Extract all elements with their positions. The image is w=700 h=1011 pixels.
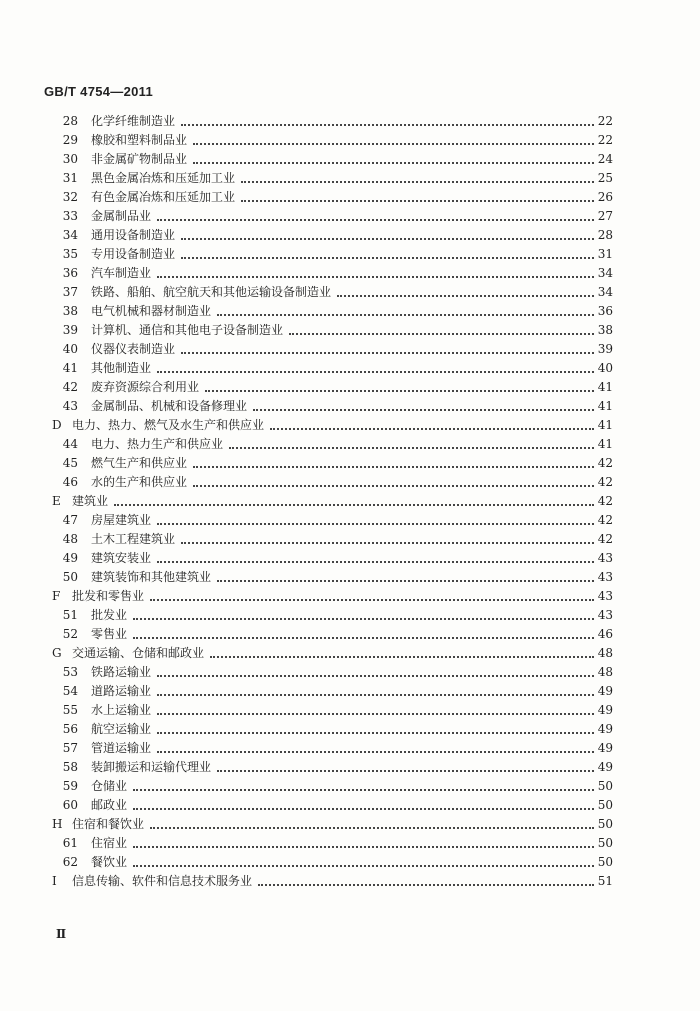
toc-entry-row xyxy=(0,511,700,530)
entry-title: 橡胶和塑料制品业 xyxy=(91,133,188,147)
entry-number: 49 xyxy=(62,551,78,565)
entry-number: 39 xyxy=(62,323,78,337)
dot-leader xyxy=(193,162,594,164)
entry-title: 电力、热力生产和供应业 xyxy=(91,437,224,451)
dot-leader xyxy=(270,428,594,430)
entry-number: 28 xyxy=(62,114,78,128)
entry-page-number: 22 xyxy=(597,114,613,128)
entry-title: 住宿业 xyxy=(91,836,128,850)
entry-number: 46 xyxy=(62,475,78,489)
dot-leader xyxy=(205,390,594,392)
entry-title: 邮政业 xyxy=(91,798,128,812)
dot-leader xyxy=(181,352,594,354)
entry-title: 装卸搬运和运输代理业 xyxy=(91,760,212,774)
toc-entry-row xyxy=(0,530,700,549)
entry-page-number: 42 xyxy=(597,456,613,470)
entry-title: 有色金属冶炼和压延加工业 xyxy=(91,190,236,204)
entry-number: 30 xyxy=(62,152,78,166)
dot-leader xyxy=(217,314,594,316)
entry-page-number: 36 xyxy=(597,304,613,318)
dot-leader xyxy=(337,295,594,297)
dot-leader xyxy=(157,523,594,525)
dot-leader xyxy=(181,542,594,544)
entry-number: 48 xyxy=(62,532,78,546)
entry-title: 房屋建筑业 xyxy=(91,513,152,527)
entry-number: 40 xyxy=(62,342,78,356)
toc-section-row xyxy=(0,416,700,435)
toc-entry-row xyxy=(0,226,700,245)
entry-page-number: 43 xyxy=(597,608,613,622)
toc-entry-row xyxy=(0,207,700,226)
toc-entry-row xyxy=(0,625,700,644)
entry-page-number: 27 xyxy=(597,209,613,223)
toc-entry-row xyxy=(0,112,700,131)
entry-number: 41 xyxy=(62,361,78,375)
entry-title: 其他制造业 xyxy=(91,361,152,375)
dot-leader xyxy=(157,751,594,753)
entry-page-number: 42 xyxy=(597,513,613,527)
entry-page-number: 43 xyxy=(597,551,613,565)
dot-leader xyxy=(253,409,594,411)
dot-leader xyxy=(133,618,594,620)
toc-entry-row xyxy=(0,150,700,169)
entry-number: 57 xyxy=(62,741,78,755)
dot-leader xyxy=(210,656,594,658)
dot-leader xyxy=(181,124,594,126)
entry-number: 34 xyxy=(62,228,78,242)
entry-number: 51 xyxy=(62,608,78,622)
entry-page-number: 50 xyxy=(597,836,613,850)
entry-page-number: 31 xyxy=(597,247,613,261)
entry-number: 53 xyxy=(62,665,78,679)
dot-leader xyxy=(157,276,594,278)
dot-leader xyxy=(193,466,594,468)
entry-title: 废弃资源综合利用业 xyxy=(91,380,200,394)
entry-title: 建筑安装业 xyxy=(91,551,152,565)
toc-entry-row xyxy=(0,720,700,739)
entry-page-number: 51 xyxy=(597,874,613,888)
toc-entry-row xyxy=(0,188,700,207)
entry-page-number: 34 xyxy=(597,285,613,299)
dot-leader xyxy=(217,580,594,582)
dot-leader xyxy=(157,732,594,734)
page-number: Ⅱ xyxy=(56,927,67,941)
toc-section-row xyxy=(0,815,700,834)
entry-number: 56 xyxy=(62,722,78,736)
entry-page-number: 42 xyxy=(597,494,613,508)
entry-page-number: 25 xyxy=(597,171,613,185)
toc-section-row xyxy=(0,644,700,663)
entry-title: 计算机、通信和其他电子设备制造业 xyxy=(91,323,284,337)
entry-page-number: 43 xyxy=(597,570,613,584)
toc-section-row xyxy=(0,587,700,606)
entry-number: 52 xyxy=(62,627,78,641)
dot-leader xyxy=(193,485,594,487)
entry-number: 38 xyxy=(62,304,78,318)
entry-title: 土木工程建筑业 xyxy=(91,532,176,546)
entry-title: 建筑装饰和其他建筑业 xyxy=(91,570,212,584)
entry-number: 36 xyxy=(62,266,78,280)
entry-title: 餐饮业 xyxy=(91,855,128,869)
dot-leader xyxy=(181,257,594,259)
entry-number: 43 xyxy=(62,399,78,413)
toc-entry-row xyxy=(0,834,700,853)
entry-title: 仓储业 xyxy=(91,779,128,793)
toc-entry-row xyxy=(0,796,700,815)
dot-leader xyxy=(133,846,594,848)
dot-leader xyxy=(229,447,594,449)
entry-number: 32 xyxy=(62,190,78,204)
entry-page-number: 41 xyxy=(597,380,613,394)
toc-entry-row xyxy=(0,340,700,359)
entry-title: 金属制品业 xyxy=(91,209,152,223)
toc-entry-row xyxy=(0,264,700,283)
section-letter: H xyxy=(52,817,63,831)
entry-page-number: 49 xyxy=(597,703,613,717)
toc-entry-row xyxy=(0,245,700,264)
toc-entry-row xyxy=(0,131,700,150)
toc-entry-row xyxy=(0,739,700,758)
entry-number: 33 xyxy=(62,209,78,223)
toc-section-row xyxy=(0,872,700,891)
toc-entry-row xyxy=(0,454,700,473)
entry-title: 住宿和餐饮业 xyxy=(72,817,145,831)
entry-number: 44 xyxy=(62,437,78,451)
entry-title: 燃气生产和供应业 xyxy=(91,456,188,470)
dot-leader xyxy=(150,827,594,829)
dot-leader xyxy=(157,371,594,373)
entry-page-number: 49 xyxy=(597,760,613,774)
dot-leader xyxy=(157,713,594,715)
entry-page-number: 48 xyxy=(597,646,613,660)
toc-entry-row xyxy=(0,549,700,568)
toc-entry-row xyxy=(0,606,700,625)
entry-number: 55 xyxy=(62,703,78,717)
entry-title: 零售业 xyxy=(91,627,128,641)
entry-title: 信息传输、软件和信息技术服务业 xyxy=(72,874,253,888)
entry-title: 通用设备制造业 xyxy=(91,228,176,242)
entry-page-number: 50 xyxy=(597,779,613,793)
dot-leader xyxy=(133,865,594,867)
toc-entry-row xyxy=(0,397,700,416)
entry-page-number: 43 xyxy=(597,589,613,603)
dot-leader xyxy=(114,504,594,506)
toc-entry-row xyxy=(0,283,700,302)
dot-leader xyxy=(150,599,594,601)
entry-title: 化学纤维制造业 xyxy=(91,114,176,128)
entry-page-number: 38 xyxy=(597,323,613,337)
dot-leader xyxy=(241,200,594,202)
entry-number: 58 xyxy=(62,760,78,774)
dot-leader xyxy=(217,770,594,772)
entry-title: 铁路运输业 xyxy=(91,665,152,679)
entry-page-number: 42 xyxy=(597,532,613,546)
entry-page-number: 50 xyxy=(597,798,613,812)
entry-page-number: 50 xyxy=(597,817,613,831)
entry-title: 电力、热力、燃气及水生产和供应业 xyxy=(72,418,265,432)
toc-entry-row xyxy=(0,663,700,682)
entry-title: 交通运输、仓储和邮政业 xyxy=(72,646,205,660)
toc-entry-row xyxy=(0,758,700,777)
dot-leader xyxy=(157,219,594,221)
entry-page-number: 41 xyxy=(597,418,613,432)
entry-page-number: 26 xyxy=(597,190,613,204)
toc-entry-row xyxy=(0,473,700,492)
entry-title: 建筑业 xyxy=(72,494,109,508)
toc-entry-row xyxy=(0,169,700,188)
entry-number: 37 xyxy=(62,285,78,299)
toc-entry-row xyxy=(0,853,700,872)
entry-number: 60 xyxy=(62,798,78,812)
entry-number: 31 xyxy=(62,171,78,185)
toc-entry-row xyxy=(0,378,700,397)
toc-entry-row xyxy=(0,777,700,796)
section-letter: G xyxy=(52,646,62,660)
entry-page-number: 46 xyxy=(597,627,613,641)
entry-page-number: 41 xyxy=(597,399,613,413)
entry-page-number: 39 xyxy=(597,342,613,356)
entry-title: 金属制品、机械和设备修理业 xyxy=(91,399,248,413)
dot-leader xyxy=(133,789,594,791)
entry-title: 电气机械和器材制造业 xyxy=(91,304,212,318)
entry-title: 专用设备制造业 xyxy=(91,247,176,261)
section-letter: E xyxy=(52,494,61,508)
dot-leader xyxy=(193,143,594,145)
entry-page-number: 24 xyxy=(597,152,613,166)
entry-title: 批发业 xyxy=(91,608,128,622)
entry-number: 59 xyxy=(62,779,78,793)
entry-title: 铁路、船舶、航空航天和其他运输设备制造业 xyxy=(91,285,332,299)
dot-leader xyxy=(181,238,594,240)
entry-page-number: 40 xyxy=(597,361,613,375)
entry-number: 61 xyxy=(62,836,78,850)
toc-entry-row xyxy=(0,682,700,701)
dot-leader xyxy=(157,561,594,563)
entry-title: 非金属矿物制品业 xyxy=(91,152,188,166)
entry-title: 批发和零售业 xyxy=(72,589,145,603)
entry-page-number: 48 xyxy=(597,665,613,679)
entry-number: 50 xyxy=(62,570,78,584)
entry-title: 水上运输业 xyxy=(91,703,152,717)
section-letter: F xyxy=(52,589,61,603)
entry-page-number: 28 xyxy=(597,228,613,242)
toc-entry-row xyxy=(0,701,700,720)
toc-entry-row xyxy=(0,568,700,587)
dot-leader xyxy=(241,181,594,183)
entry-number: 45 xyxy=(62,456,78,470)
entry-title: 汽车制造业 xyxy=(91,266,152,280)
entry-page-number: 50 xyxy=(597,855,613,869)
dot-leader xyxy=(289,333,594,335)
entry-number: 35 xyxy=(62,247,78,261)
entry-page-number: 22 xyxy=(597,133,613,147)
entry-number: 54 xyxy=(62,684,78,698)
entry-page-number: 34 xyxy=(597,266,613,280)
entry-number: 62 xyxy=(62,855,78,869)
toc-entry-row xyxy=(0,302,700,321)
entry-number: 42 xyxy=(62,380,78,394)
entry-title: 黑色金属冶炼和压延加工业 xyxy=(91,171,236,185)
section-letter: I xyxy=(52,874,57,888)
toc-entry-row xyxy=(0,321,700,340)
entry-page-number: 41 xyxy=(597,437,613,451)
entry-page-number: 49 xyxy=(597,722,613,736)
entry-title: 管道运输业 xyxy=(91,741,152,755)
entry-number: 29 xyxy=(62,133,78,147)
entry-title: 仪器仪表制造业 xyxy=(91,342,176,356)
dot-leader xyxy=(258,884,594,886)
toc-section-row xyxy=(0,492,700,511)
document-header: GB/T 4754—2011 xyxy=(44,84,153,99)
toc-entry-row xyxy=(0,359,700,378)
entry-page-number: 49 xyxy=(597,741,613,755)
entry-page-number: 49 xyxy=(597,684,613,698)
dot-leader xyxy=(157,694,594,696)
dot-leader xyxy=(157,675,594,677)
entry-title: 水的生产和供应业 xyxy=(91,475,188,489)
entry-number: 47 xyxy=(62,513,78,527)
entry-title: 道路运输业 xyxy=(91,684,152,698)
section-letter: D xyxy=(52,418,62,432)
entry-page-number: 42 xyxy=(597,475,613,489)
entry-title: 航空运输业 xyxy=(91,722,152,736)
dot-leader xyxy=(133,637,594,639)
dot-leader xyxy=(133,808,594,810)
toc-entry-row xyxy=(0,435,700,454)
